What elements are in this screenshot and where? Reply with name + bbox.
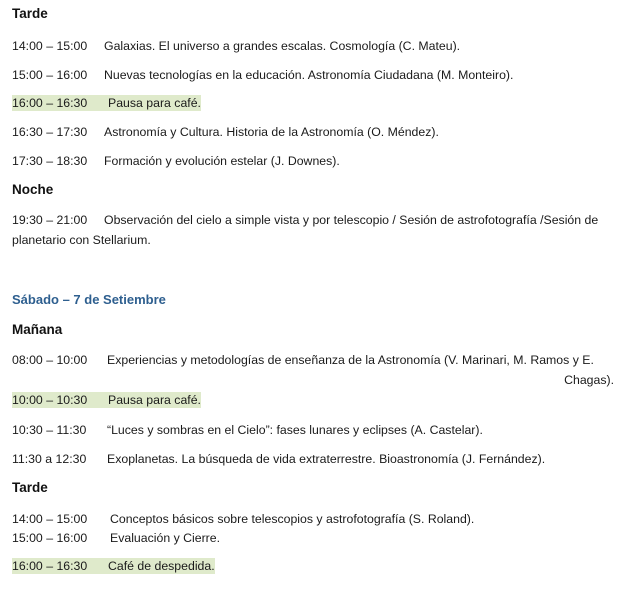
time-slot: 16:30 – 17:30 [12,125,88,139]
session-description: Conceptos básicos sobre telescopios y astrofotografía (S. Roland). [110,512,475,526]
section-heading-manana: Mañana [12,322,63,337]
schedule-row [12,451,545,467]
schedule-row-highlighted [12,95,201,111]
schedule-row [12,124,439,140]
schedule-row-highlighted [12,558,215,574]
schedule-row-highlighted [12,392,201,408]
session-description: Pausa para café. [108,393,201,407]
time-slot: 10:30 – 11:30 [12,423,87,437]
time-slot: 15:00 – 16:00 [12,68,88,82]
session-description: Formación y evolución estelar (J. Downes). [104,154,340,168]
time-slot: 16:00 – 16:30 [12,559,88,573]
time-slot: 17:30 – 18:30 [12,154,88,168]
session-description: Evaluación y Cierre. [110,531,221,545]
schedule-row [12,67,513,83]
schedule-row [12,511,474,527]
time-slot: 10:00 – 10:30 [12,393,88,407]
time-slot: 15:00 – 16:00 [12,531,88,545]
schedule-row [12,422,483,438]
day-heading: Sábado – 7 de Setiembre [12,292,166,307]
session-description: Astronomía y Cultura. Historia de la Astronomía (O. Méndez). [104,125,439,139]
section-heading-noche: Noche [12,182,54,197]
time-slot: 19:30 – 21:00 [12,213,88,227]
time-slot: 11:30 a 12:30 [12,452,87,466]
session-description: Exoplanetas. La búsqueda de vida extraterrestre. Bioastronomía (J. Fernández). [107,452,546,466]
time-slot: 16:00 – 16:30 [12,96,88,110]
time-slot: 14:00 – 15:00 [12,512,88,526]
schedule-row [12,530,220,546]
session-description-continuation: Chagas). [564,373,614,387]
schedule-row [12,38,460,54]
session-description-continuation: planetario con Stellarium. [12,233,151,247]
session-description: Observación del cielo a simple vista y por telescopio / Sesión de astrofotografía /Sesión de [104,213,599,227]
time-slot: 08:00 – 10:00 [12,353,88,367]
section-heading-tarde: Tarde [12,6,48,21]
session-description: “Luces y sombras en el Cielo”: fases lunares y eclipses (A. Castelar). [107,423,483,437]
session-description: Galaxias. El universo a grandes escalas. Cosmología (C. Mateu). [104,39,461,53]
schedule-row [12,352,594,368]
session-description: Pausa para café. [108,96,201,110]
section-heading-tarde: Tarde [12,480,48,495]
session-description: Experiencias y metodologías de enseñanza de la Astronomía (V. Marinari, M. Ramos y E. [107,353,594,367]
schedule-row [12,153,340,169]
time-slot: 14:00 – 15:00 [12,39,88,53]
session-description: Café de despedida. [108,559,215,573]
session-description: Nuevas tecnologías en la educación. Astronomía Ciudadana (M. Monteiro). [104,68,514,82]
schedule-row [12,212,598,228]
